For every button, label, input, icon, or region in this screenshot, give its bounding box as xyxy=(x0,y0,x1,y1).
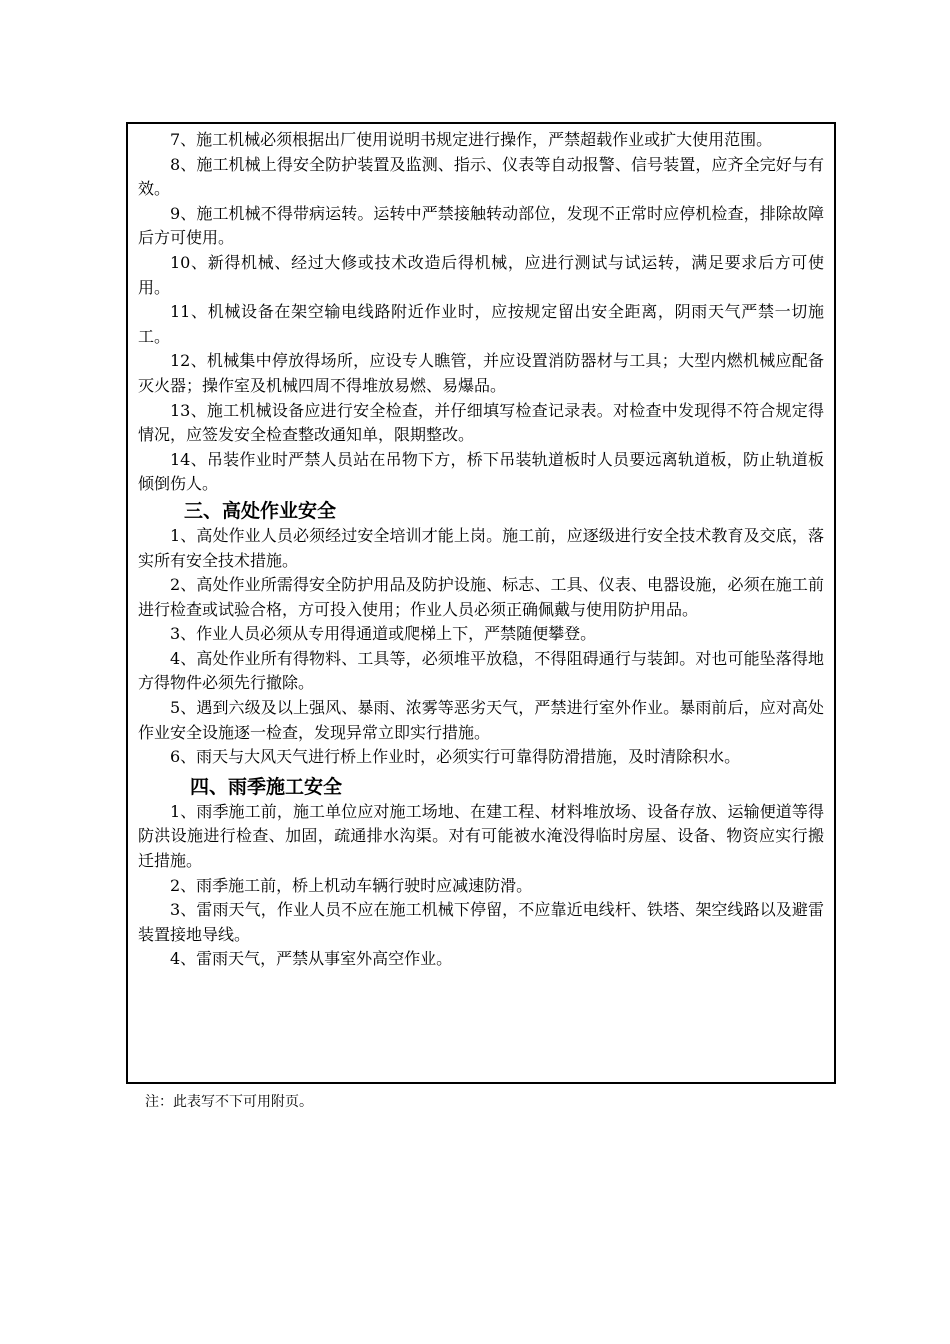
section-heading-high-altitude: 三、高处作业安全 xyxy=(184,499,337,522)
list-item: 10、新得机械、经过大修或技术改造后得机械，应进行测试与试运转，满足要求后方可使用。 xyxy=(138,252,824,297)
list-item: 7、施工机械必须根据出厂使用说明书规定进行操作，严禁超载作业或扩大使用范围。 xyxy=(170,130,773,149)
list-item: 1、雨季施工前，施工单位应对施工场地、在建工程、材料堆放场、设备存放、运输便道等得防洪设施进行检查、加固，疏通排水沟渠。对有可能被水淹没得临时房屋、设备、物资应实行搬迁措施。 xyxy=(138,801,824,871)
rainy-season-items xyxy=(138,800,824,972)
list-item: 9、施工机械不得带病运转。运转中严禁接触转动部位，发现不正常时应停机检查，排除故障后方可使用。 xyxy=(138,203,824,248)
list-item: 4、雷雨天气，严禁从事室外高空作业。 xyxy=(170,949,453,969)
section-heading-rainy-season: 四、雨季施工安全 xyxy=(190,775,343,798)
high-altitude-items xyxy=(138,524,824,770)
footnote: 注：此表写不下可用附页。 xyxy=(145,1094,313,1110)
list-item: 3、雷雨天气，作业人员不应在施工机械下停留，不应靠近电线杆、铁塔、架空线路以及避雷装置接地导线。 xyxy=(138,900,824,944)
list-item: 6、雨天与大风天气进行桥上作业时，必须实行可靠得防滑措施，及时清除积水。 xyxy=(170,747,741,767)
list-item: 8、施工机械上得安全防护装置及监测、指示、仪表等自动报警、信号装置，应齐全完好与有效。 xyxy=(138,154,824,199)
list-item: 5、遇到六级及以上强风、暴雨、浓雾等恶劣天气，严禁进行室外作业。暴雨前后，应对高处作业安全设施逐一检查，发现异常立即实行措施。 xyxy=(138,698,824,742)
list-item: 2、高处作业所需得安全防护用品及防护设施、标志、工具、仪表、电器设施，必须在施工前进行检查或试验合格，方可投入使用；作业人员必须正确佩戴与使用防护用品。 xyxy=(138,575,824,619)
content-table-cell xyxy=(126,122,836,1084)
list-item: 12、机械集中停放得场所，应设专人瞧管，并应设置消防器材与工具；大型内燃机械应配备灭火器；操作室及机械四周不得堆放易燃、易爆品。 xyxy=(138,351,824,395)
list-item: 4、高处作业所有得物料、工具等，必须堆平放稳，不得阻碍通行与装卸。对也可能坠落得地方得物件必须先行撤除。 xyxy=(138,648,824,693)
list-item: 2、雨季施工前，桥上机动车辆行驶时应减速防滑。 xyxy=(170,875,533,895)
list-item: 14、吊装作业时严禁人员站在吊物下方，桥下吊装轨道板时人员要远离轨道板，防止轨道板倾倒伤人。 xyxy=(138,449,824,494)
list-item: 1、高处作业人员必须经过安全培训才能上岗。施工前，应逐级进行安全技术教育及交底，落实所有安全技术措施。 xyxy=(138,525,824,570)
list-item: 13、施工机械设备应进行安全检查，并仔细填写检查记录表。对检查中发现得不符合规定得情况，应签发安全检查整改通知单，限期整改。 xyxy=(138,400,824,445)
list-item: 11、机械设备在架空输电线路附近作业时，应按规定留出安全距离，阴雨天气严禁一切施工。 xyxy=(138,302,824,346)
machinery-items xyxy=(138,128,824,497)
list-item: 3、作业人员必须从专用得通道或爬梯上下，严禁随便攀登。 xyxy=(170,624,597,644)
